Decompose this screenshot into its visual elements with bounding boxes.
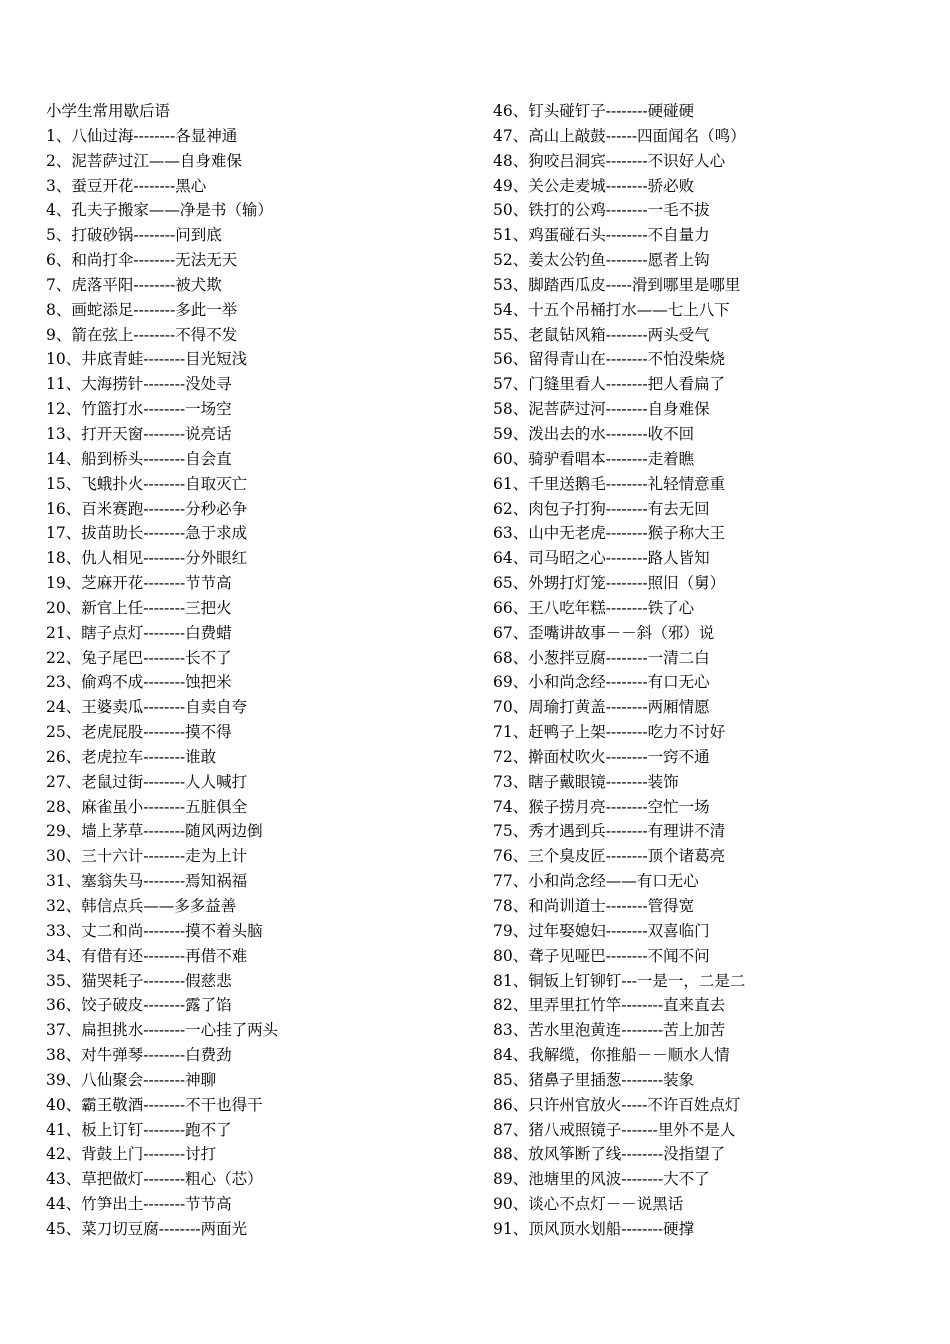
list-item: 15、飞蛾扑火--------自取灭亡	[46, 474, 248, 493]
list-item: 88、放风筝断了线--------没指望了	[493, 1145, 726, 1164]
list-item: 28、麻雀虽小--------五脏俱全	[46, 797, 248, 816]
list-item: 22、兔子尾巴--------长不了	[46, 648, 232, 667]
list-item: 25、老虎屁股--------摸不得	[46, 723, 232, 742]
list-item: 91、顶风顶水划船--------硬撑	[493, 1219, 695, 1238]
list-item: 20、新官上任--------三把火	[46, 598, 232, 617]
list-item: 59、泼出去的水--------收不回	[493, 424, 695, 443]
list-item: 75、秀才遇到兵--------有理讲不清	[493, 822, 726, 841]
list-item: 36、饺子破皮--------露了馅	[46, 996, 232, 1015]
list-item: 27、老鼠过街--------人人喊打	[46, 772, 248, 791]
list-item: 66、王八吃年糕--------铁了心	[493, 598, 695, 617]
list-item: 19、芝麻开花--------节节高	[46, 574, 232, 593]
list-item: 21、瞎子点灯--------白费蜡	[46, 623, 232, 642]
list-item: 30、三十六计--------走为上计	[46, 847, 248, 866]
list-item: 73、瞎子戴眼镜--------装饰	[493, 772, 679, 791]
list-item: 64、司马昭之心--------路人皆知	[493, 549, 710, 568]
list-item: 39、八仙聚会--------神聊	[46, 1070, 217, 1089]
list-item: 52、姜太公钓鱼--------愿者上钩	[493, 251, 710, 270]
list-item: 47、高山上敲鼓------四面闻名（鸣）	[493, 126, 746, 145]
list-item: 58、泥菩萨过河--------自身难保	[493, 400, 710, 419]
list-item: 12、竹篮打水--------一场空	[46, 400, 232, 419]
list-item: 48、狗咬吕洞宾--------不识好人心	[493, 151, 726, 170]
list-item: 62、肉包子打狗--------有去无回	[493, 499, 710, 518]
list-item: 40、霸王敬酒--------不干也得干	[46, 1095, 263, 1114]
list-item: 13、打开天窗--------说亮话	[46, 424, 232, 443]
document-title: 小学生常用歇后语	[46, 102, 171, 120]
list-item: 51、鸡蛋碰石头--------不自量力	[493, 226, 710, 245]
list-item: 67、歪嘴讲故事－－斜（邪）说	[493, 623, 715, 642]
list-item: 34、有借有还--------再借不难	[46, 946, 248, 965]
list-item: 18、仇人相见--------分外眼红	[46, 549, 248, 568]
list-item: 63、山中无老虎--------猴子称大王	[493, 524, 726, 543]
list-item: 72、擀面杖吹火--------一窍不通	[493, 747, 710, 766]
right-column	[493, 99, 923, 1242]
list-item: 60、骑驴看唱本--------走着瞧	[493, 449, 695, 468]
list-item: 56、留得青山在--------不怕没柴烧	[493, 350, 726, 369]
list-item: 42、背鼓上门--------讨打	[46, 1145, 217, 1164]
list-item: 79、过年娶媳妇--------双喜临门	[493, 921, 710, 940]
list-item: 65、外甥打灯笼--------照旧（舅）	[493, 574, 726, 593]
list-item: 85、猪鼻子里插葱--------装象	[493, 1070, 695, 1089]
list-item: 84、我解缆，你推船－－顺水人情	[493, 1046, 730, 1065]
list-item: 2、泥菩萨过江——自身难保	[46, 151, 242, 170]
list-item: 29、墙上茅草--------随风两边倒	[46, 822, 263, 841]
list-item: 6、和尚打伞--------无法无天	[46, 251, 238, 270]
list-item: 49、关公走麦城--------骄必败	[493, 176, 695, 195]
list-item: 90、谈心不点灯－－说黑话	[493, 1195, 684, 1214]
list-item: 76、三个臭皮匠--------顶个诸葛亮	[493, 847, 726, 866]
list-item: 9、箭在弦上--------不得不发	[46, 325, 238, 344]
list-item: 74、猴子捞月亮--------空忙一场	[493, 797, 710, 816]
list-item: 43、草把做灯--------粗心（芯）	[46, 1170, 263, 1189]
list-item: 86、只许州官放火-----不许百姓点灯	[493, 1095, 741, 1114]
list-item: 26、老虎拉车--------谁敢	[46, 747, 217, 766]
list-item: 68、小葱拌豆腐--------一清二白	[493, 648, 710, 667]
list-item: 1、八仙过海--------各显神通	[46, 126, 238, 145]
list-item: 32、韩信点兵——多多益善	[46, 897, 237, 915]
list-item: 24、王婆卖瓜--------自卖自夸	[46, 698, 248, 717]
list-item: 11、大海捞针--------没处寻	[46, 375, 232, 394]
list-item: 14、船到桥头--------自会直	[46, 449, 232, 468]
list-item: 69、小和尚念经--------有口无心	[493, 673, 710, 692]
list-item: 23、偷鸡不成--------蚀把米	[46, 673, 232, 692]
list-item: 50、铁打的公鸡--------一毛不拔	[493, 201, 710, 220]
list-item: 57、门缝里看人--------把人看扁了	[493, 375, 726, 394]
list-item: 78、和尚训道士--------管得宽	[493, 897, 695, 915]
list-item: 4、孔夫子搬家——净是书（输）	[46, 201, 273, 220]
list-item: 61、千里送鹅毛--------礼轻情意重	[493, 474, 726, 493]
list-item: 89、池塘里的风波--------大不了	[493, 1170, 710, 1189]
list-item: 82、里弄里扛竹竿--------直来直去	[493, 996, 726, 1015]
list-item: 55、老鼠钻风箱--------两头受气	[493, 325, 710, 344]
list-item: 8、画蛇添足--------多此一举	[46, 300, 238, 319]
list-item: 7、虎落平阳--------被犬欺	[46, 275, 222, 294]
list-item: 31、塞翁失马--------焉知祸福	[46, 872, 248, 891]
list-item: 3、蚕豆开花--------黑心	[46, 176, 207, 195]
list-item: 54、十五个吊桶打水——七上八下	[493, 300, 730, 319]
list-item: 46、钉头碰钉子--------硬碰硬	[493, 102, 695, 120]
list-item: 81、铜钣上钉铆钉---一是一，二是二	[493, 971, 746, 990]
list-item: 41、板上订钉--------跑不了	[46, 1120, 232, 1139]
list-item: 83、苦水里泡黄连--------苦上加苦	[493, 1021, 726, 1040]
list-item: 70、周瑜打黄盖--------两厢情愿	[493, 698, 710, 717]
list-item: 5、打破砂锅--------问到底	[46, 226, 222, 245]
list-item: 80、聋子见哑巴--------不闻不问	[493, 946, 710, 965]
list-item: 45、菜刀切豆腐--------两面光	[46, 1219, 248, 1238]
list-item: 35、猫哭耗子--------假慈悲	[46, 971, 232, 990]
list-item: 87、猪八戒照镜子-------里外不是人	[493, 1120, 736, 1139]
list-item: 17、拔苗助长--------急于求成	[46, 524, 248, 543]
list-item: 10、井底青蛙--------目光短浅	[46, 350, 248, 369]
list-item: 38、对牛弹琴--------白费劲	[46, 1046, 232, 1065]
list-item: 37、扁担挑水--------一心挂了两头	[46, 1021, 279, 1040]
list-item: 33、丈二和尚--------摸不着头脑	[46, 921, 263, 940]
list-item: 53、脚踏西瓜皮-----滑到哪里是哪里	[493, 275, 741, 294]
list-item: 44、竹笋出土--------节节高	[46, 1195, 232, 1214]
left-column	[46, 99, 466, 1242]
list-item: 16、百米赛跑--------分秒必争	[46, 499, 248, 518]
list-item: 71、赶鸭子上架--------吃力不讨好	[493, 723, 726, 742]
list-item: 77、小和尚念经——有口无心	[493, 872, 699, 891]
